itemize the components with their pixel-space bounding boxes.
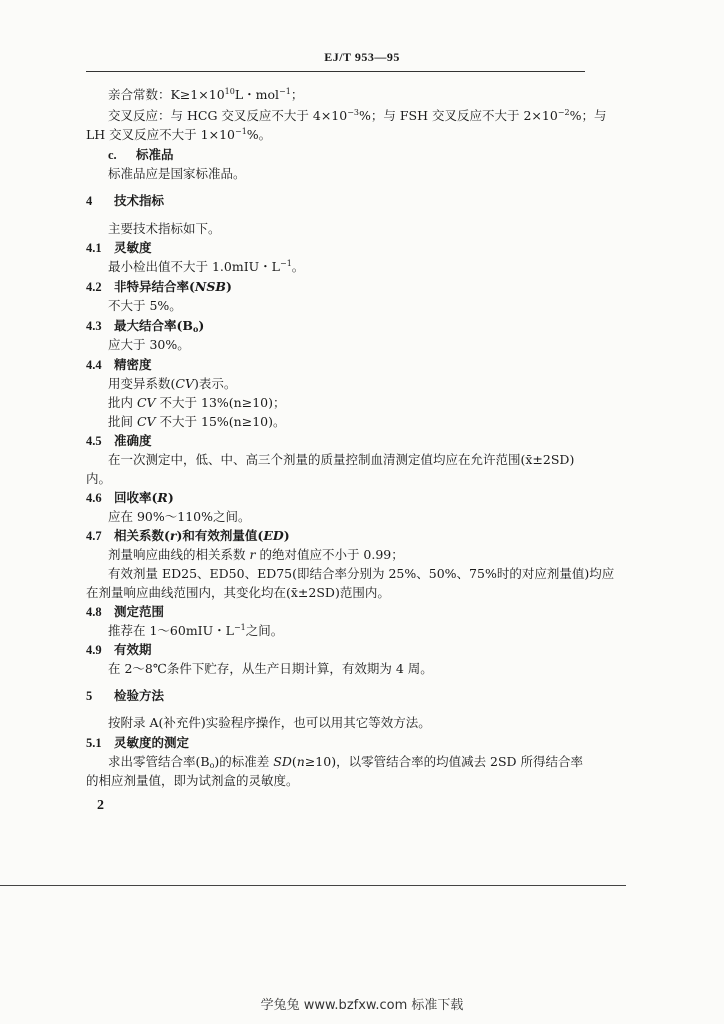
method-sub: o — [209, 761, 215, 770]
section-4-8-body — [108, 623, 283, 639]
affinity-unit-exp: −1 — [279, 87, 291, 96]
range-exp: −1 — [233, 623, 246, 632]
download-footer: 学兔兔 www.bzfxw.com 标准下载 — [260, 998, 464, 1013]
inter-cv: CV — [136, 414, 156, 429]
section-4-intro: 主要技术指标如下。 — [108, 221, 221, 236]
range-end: 之间。 — [245, 623, 284, 638]
cross-lh-end: %。 — [246, 127, 272, 142]
corr-title-b: )和有效剂量值( — [176, 528, 264, 543]
cross-reaction-line-2 — [86, 127, 271, 143]
cross-exp-a: −3 — [347, 108, 360, 117]
accuracy-line-2: 内。 — [86, 471, 112, 486]
footer-rule — [0, 885, 626, 886]
cv-abbr: CV — [175, 376, 194, 391]
method-sd: SD — [273, 754, 292, 769]
item-c-heading — [108, 147, 174, 163]
sensitivity-exp: −1 — [279, 259, 292, 268]
section-4-2-number: 4.2 — [86, 280, 102, 294]
section-4-5-title: 准确度 — [114, 433, 152, 448]
method-text-a: 求出零管结合率(B — [108, 754, 210, 769]
section-4-1-heading — [86, 240, 152, 256]
affinity-unit: L・mol — [234, 87, 280, 102]
recovery-title-a: 回收率( — [114, 490, 158, 505]
cv-text-a: 用变异系数( — [108, 376, 176, 391]
section-4-9-number: 4.9 — [86, 643, 102, 657]
section-4-4-heading — [86, 357, 152, 373]
section-5-heading — [86, 688, 164, 704]
standard-text: 标准品应是国家标准品。 — [108, 166, 246, 181]
section-4-9-body: 在 2～8℃条件下贮存，从生产日期计算，有效期为 4 周。 — [108, 661, 433, 676]
affinity-end: ； — [290, 87, 304, 102]
corr-ed: ED — [263, 528, 284, 543]
method-n: n — [296, 754, 305, 769]
precision-line-1 — [108, 376, 236, 392]
cv-text-b: )表示。 — [193, 376, 237, 391]
section-4-6-body: 应在 90%～110%之间。 — [108, 509, 251, 524]
precision-line-2 — [108, 395, 286, 411]
method-text-b: )的标准差 — [214, 754, 274, 769]
intra-text-a: 批内 — [108, 395, 137, 410]
cross-lh-text: LH 交叉反应不大于 1×10 — [86, 127, 235, 142]
section-4-6-number: 4.6 — [86, 491, 102, 505]
section-5-intro: 按附录 A(补充件)实验程序操作，也可以用其它等效方法。 — [108, 715, 431, 730]
section-4-7-number: 4.7 — [86, 529, 102, 543]
accuracy-line-1: 在一次测定中，低、中、高三个剂量的质量控制血清测定值均应在允许范围(x̄±2SD) — [108, 452, 575, 467]
section-4-title: 技术指标 — [114, 193, 165, 208]
intra-text-b: 不大于 13%(n≥10)； — [155, 395, 286, 410]
section-4-2-body: 不大于 5%。 — [108, 298, 182, 313]
nsb-title-a: 非特异结合率( — [114, 279, 195, 294]
inter-text-b: 不大于 15%(n≥10)。 — [155, 414, 286, 429]
recovery-abbr: R — [157, 490, 168, 505]
bo-sub: o — [192, 324, 199, 334]
sensitivity-method-line-1 — [108, 754, 583, 770]
precision-line-3 — [108, 414, 286, 430]
inter-text-a: 批间 — [108, 414, 137, 429]
section-4-3-number: 4.3 — [86, 319, 102, 333]
nsb-abbr: NSB — [194, 279, 226, 294]
corr-title-a: 相关系数( — [114, 528, 170, 543]
section-4-8-title: 测定范围 — [114, 604, 165, 619]
section-4-3-body: 应大于 30%。 — [108, 337, 190, 352]
section-4-1-body — [108, 259, 304, 275]
affinity-text: 亲合常数：K≥1×10 — [108, 87, 225, 102]
cross-reaction-line-1 — [108, 108, 606, 124]
standard-code-header: EJ/T 953—95 — [324, 50, 400, 64]
section-4-4-title: 精密度 — [114, 357, 152, 372]
section-4-8-number: 4.8 — [86, 605, 102, 619]
sensitivity-end: 。 — [291, 259, 305, 274]
section-4-1-title: 灵敏度 — [114, 240, 152, 255]
section-4-6-heading — [86, 490, 174, 506]
affinity-line — [108, 87, 303, 103]
corr-r: r — [169, 528, 177, 543]
section-4-8-heading — [86, 604, 164, 620]
corr-body-b: 的绝对值应不小于 0.99； — [255, 547, 404, 562]
section-5-1-title: 灵敏度的测定 — [114, 735, 190, 750]
sensitivity-method-line-2: 的相应剂量值，即为试剂盒的灵敏度。 — [86, 773, 299, 788]
section-4-3-heading — [86, 318, 204, 334]
cross-text-c: %；与 — [569, 108, 607, 123]
section-5-1-heading — [86, 735, 189, 751]
section-4-heading — [86, 193, 164, 209]
section-4-number: 4 — [86, 194, 93, 208]
method-text-d: ≥10)，以零管结合率的均值减去 2SD 所得结合率 — [304, 754, 584, 769]
cross-text-a: 交叉反应：与 HCG 交叉反应不大于 4×10 — [108, 108, 348, 123]
section-5-number: 5 — [86, 689, 93, 703]
cross-exp-b: −2 — [557, 108, 570, 117]
correlation-line-3: 在剂量响应曲线范围内，其变化均在(x̄±2SD)范围内。 — [86, 585, 390, 600]
section-5-1-number: 5.1 — [86, 736, 102, 750]
section-5-title: 检验方法 — [114, 688, 165, 703]
intra-cv: CV — [136, 395, 156, 410]
section-4-4-number: 4.4 — [86, 358, 102, 372]
section-4-9-heading — [86, 642, 152, 658]
cross-lh-exp: −1 — [234, 127, 247, 136]
section-4-1-number: 4.1 — [86, 241, 102, 255]
item-c-label: c. — [108, 148, 117, 162]
affinity-exp: 10 — [224, 87, 235, 96]
bo-title-a: 最大结合率(B — [114, 318, 193, 333]
page-number: 2 — [97, 798, 104, 813]
header-rule — [86, 71, 585, 72]
section-4-5-number: 4.5 — [86, 434, 102, 448]
correlation-line-1 — [108, 547, 404, 563]
section-4-5-heading — [86, 433, 152, 449]
sensitivity-text: 最小检出值不大于 1.0mIU・L — [108, 259, 280, 274]
item-c-title: 标准品 — [136, 147, 174, 162]
method-text-c: ( — [291, 754, 297, 769]
section-4-2-heading — [86, 279, 232, 295]
range-text: 推荐在 1～60mIU・L — [108, 623, 234, 638]
cross-text-b: %；与 FSH 交叉反应不大于 2×10 — [359, 108, 558, 123]
bo-title-b: ) — [198, 318, 205, 333]
nsb-title-b: ) — [225, 279, 232, 294]
corr-body-a: 剂量响应曲线的相关系数 — [108, 547, 250, 562]
corr-body-r: r — [249, 547, 256, 562]
recovery-title-b: ) — [167, 490, 174, 505]
correlation-line-2: 有效剂量 ED25、ED50、ED75(即结合率分别为 25%、50%、75%时的对应剂量值)均应 — [108, 566, 615, 581]
corr-title-c: ) — [283, 528, 290, 543]
section-4-9-title: 有效期 — [114, 642, 152, 657]
section-4-7-heading — [86, 528, 290, 544]
